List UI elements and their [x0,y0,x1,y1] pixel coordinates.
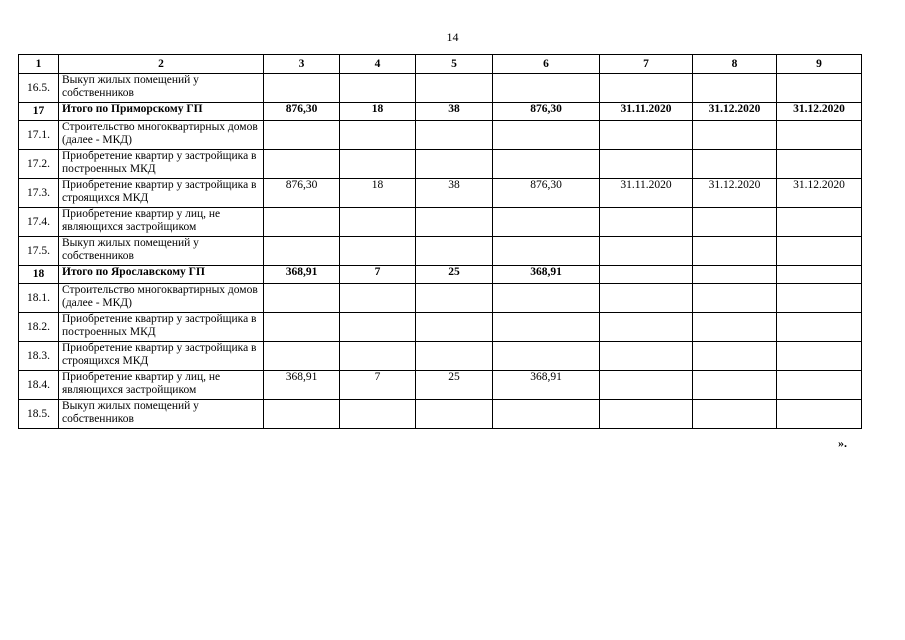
value-cell: 25 [416,266,493,284]
column-header: 4 [340,55,416,74]
column-header: 7 [600,55,693,74]
column-header: 6 [493,55,600,74]
row-number-cell: 18.3. [19,342,59,371]
row-number-cell: 16.5. [19,74,59,103]
value-cell [493,74,600,103]
value-cell [493,313,600,342]
value-cell [416,400,493,429]
value-cell [416,284,493,313]
row-name-cell: Выкуп жилых помещений у собственников [59,74,264,103]
header-row [19,55,862,74]
value-cell [777,266,862,284]
value-cell: 7 [340,266,416,284]
value-cell: 876,30 [493,103,600,121]
value-cell: 876,30 [264,179,340,208]
table-row [19,342,862,371]
value-cell [264,342,340,371]
value-cell: 31.12.2020 [777,103,862,121]
row-number-cell: 17.5. [19,237,59,266]
value-cell [777,371,862,400]
value-cell [600,284,693,313]
value-cell [693,313,777,342]
row-number-cell: 17.3. [19,179,59,208]
value-cell [693,150,777,179]
value-cell [600,313,693,342]
value-cell [777,237,862,266]
table-row [19,74,862,103]
value-cell [600,237,693,266]
row-number-cell: 17.1. [19,121,59,150]
column-header: 9 [777,55,862,74]
column-header: 2 [59,55,264,74]
value-cell [264,74,340,103]
value-cell [693,400,777,429]
value-cell [600,342,693,371]
value-cell: 876,30 [493,179,600,208]
value-cell [416,313,493,342]
value-cell [777,284,862,313]
table-row [19,150,862,179]
value-cell [416,74,493,103]
table-row-total [19,266,862,284]
value-cell [264,400,340,429]
value-cell [693,74,777,103]
row-name-cell: Приобретение квартир у застройщика в построенных МКД [59,313,264,342]
table-body [19,74,862,429]
row-number-cell: 18.1. [19,284,59,313]
value-cell: 876,30 [264,103,340,121]
value-cell [777,74,862,103]
row-number-cell: 18.4. [19,371,59,400]
page-number: 14 [446,30,459,44]
value-cell [600,150,693,179]
value-cell [416,150,493,179]
value-cell [340,284,416,313]
row-name-cell: Приобретение квартир у застройщика в строящихся МКД [59,179,264,208]
row-name-cell: Приобретение квартир у лиц, не являющихся застройщиком [59,371,264,400]
value-cell [340,150,416,179]
value-cell: 7 [340,371,416,400]
value-cell [600,208,693,237]
column-header: 1 [19,55,59,74]
value-cell: 31.12.2020 [693,103,777,121]
table-row [19,179,862,208]
row-number-cell: 17.4. [19,208,59,237]
value-cell [340,400,416,429]
value-cell [693,208,777,237]
value-cell [340,208,416,237]
value-cell [693,284,777,313]
row-name-cell: Приобретение квартир у лиц, не являющихся застройщиком [59,208,264,237]
value-cell [693,237,777,266]
row-name-cell: Итого по Ярославскому ГП [59,266,264,284]
column-header: 5 [416,55,493,74]
column-header: 3 [264,55,340,74]
row-name-cell: Приобретение квартир у застройщика в построенных МКД [59,150,264,179]
value-cell [264,313,340,342]
value-cell: 31.12.2020 [777,179,862,208]
value-cell [600,121,693,150]
value-cell: 38 [416,103,493,121]
value-cell [493,121,600,150]
value-cell [777,313,862,342]
value-cell [264,208,340,237]
table-header [19,55,862,74]
row-name-cell: Итого по Приморскому ГП [59,103,264,121]
value-cell: 368,91 [493,371,600,400]
value-cell: 38 [416,179,493,208]
value-cell [493,342,600,371]
row-number-cell: 18 [19,266,59,284]
value-cell [416,121,493,150]
data-table [18,54,862,429]
value-cell [493,150,600,179]
value-cell: 31.11.2020 [600,103,693,121]
table-row [19,313,862,342]
row-name-cell: Выкуп жилых помещений у собственников [59,237,264,266]
value-cell [600,74,693,103]
value-cell [777,150,862,179]
value-cell [777,342,862,371]
value-cell [340,342,416,371]
row-name-cell: Строительство многоквартирных домов (далее - МКД) [59,121,264,150]
end-mark: ». [838,436,847,450]
value-cell [493,400,600,429]
value-cell [600,371,693,400]
value-cell [416,237,493,266]
value-cell [493,284,600,313]
table-row-total [19,103,862,121]
value-cell: 18 [340,103,416,121]
table-row [19,121,862,150]
table-row [19,237,862,266]
row-number-cell: 18.5. [19,400,59,429]
value-cell: 31.12.2020 [693,179,777,208]
table-row [19,371,862,400]
value-cell: 368,91 [264,371,340,400]
value-cell [340,121,416,150]
value-cell: 368,91 [264,266,340,284]
row-number-cell: 17.2. [19,150,59,179]
value-cell [493,237,600,266]
row-name-cell: Строительство многоквартирных домов (далее - МКД) [59,284,264,313]
value-cell [493,208,600,237]
row-name-cell: Приобретение квартир у застройщика в строящихся МКД [59,342,264,371]
value-cell [416,342,493,371]
value-cell [693,266,777,284]
row-name-cell: Выкуп жилых помещений у собственников [59,400,264,429]
value-cell [264,150,340,179]
value-cell [693,371,777,400]
value-cell [777,400,862,429]
value-cell [693,121,777,150]
table-row [19,208,862,237]
value-cell [416,208,493,237]
column-header: 8 [693,55,777,74]
value-cell [693,342,777,371]
value-cell [600,400,693,429]
value-cell [340,237,416,266]
value-cell [600,266,693,284]
value-cell [340,313,416,342]
value-cell [264,121,340,150]
table-row [19,284,862,313]
value-cell: 25 [416,371,493,400]
value-cell: 31.11.2020 [600,179,693,208]
table-row [19,400,862,429]
value-cell [264,284,340,313]
row-number-cell: 18.2. [19,313,59,342]
value-cell: 368,91 [493,266,600,284]
value-cell: 18 [340,179,416,208]
value-cell [777,121,862,150]
value-cell [264,237,340,266]
row-number-cell: 17 [19,103,59,121]
value-cell [340,74,416,103]
value-cell [777,208,862,237]
